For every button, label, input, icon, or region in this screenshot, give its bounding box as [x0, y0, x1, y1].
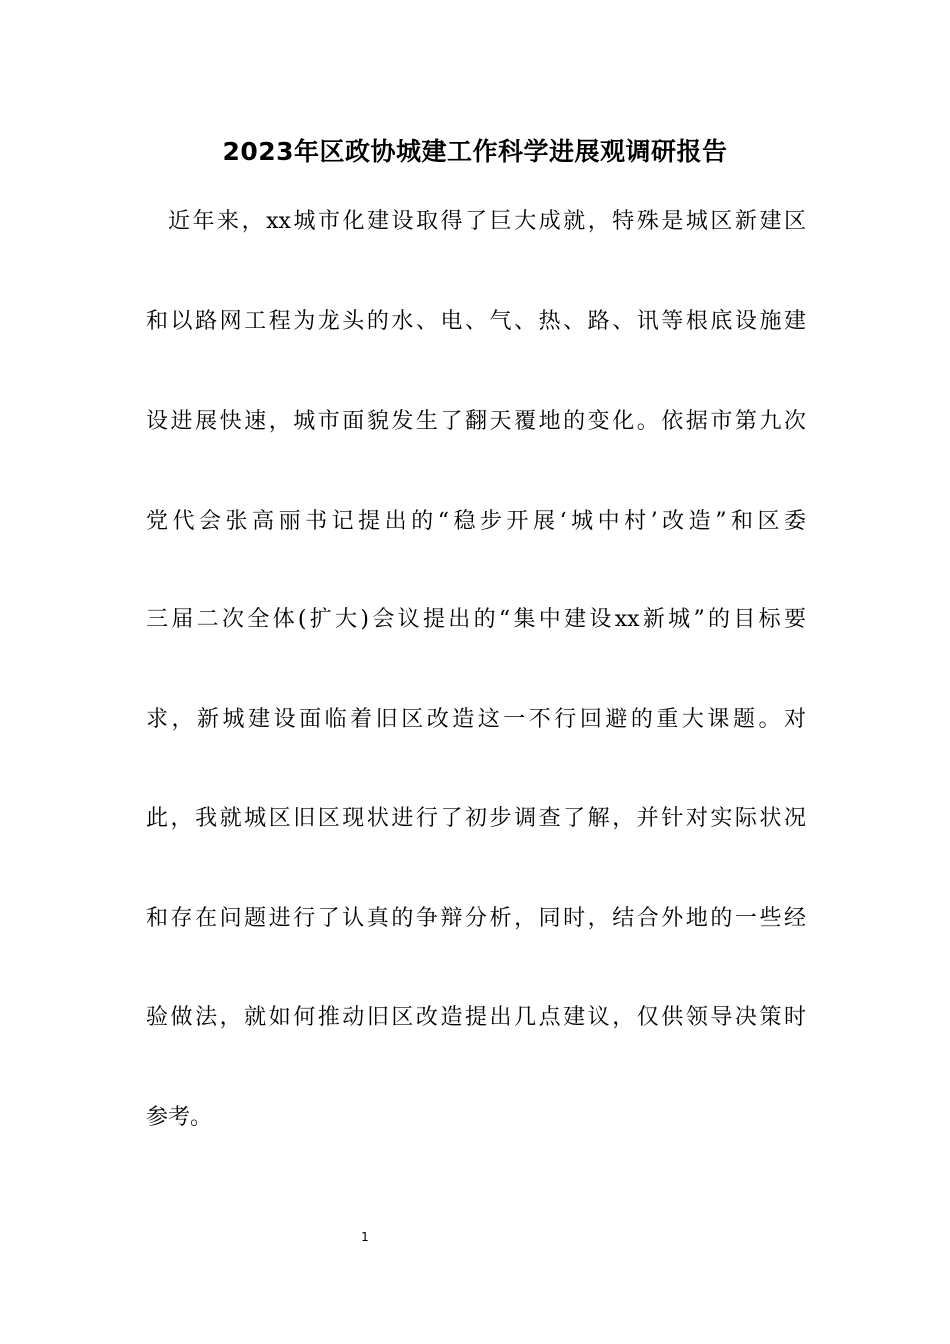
paragraph-line: 近年来，xx城市化建设取得了巨大成就，特殊是城区新建区 [168, 209, 806, 234]
paragraph-line: 此，我就城区旧区现状进行了初步调查了解，并针对实际状况 [146, 806, 806, 831]
paragraph-line: 验做法，就如何推动旧区改造提出几点建议，仅供领导决策时 [146, 1005, 806, 1030]
paragraph-line: 和存在问题进行了认真的争辩分析，同时，结合外地的一些经 [146, 906, 806, 931]
paragraph-line: 和以路网工程为龙头的水、电、气、热、路、讯等根底设施建 [146, 309, 806, 334]
paragraph-line: 三届二次全体(扩大)会议提出的“集中建设xx新城”的目标要 [146, 607, 806, 632]
document-title: 2023年区政协城建工作科学进展观调研报告 [222, 137, 728, 166]
paragraph-line: 参考。 [146, 1105, 213, 1130]
page-number: 1 [361, 1230, 369, 1244]
paragraph-line: 求，新城建设面临着旧区改造这一不行回避的重大课题。对 [146, 707, 806, 732]
paragraph-line: 设进展快速，城市面貌发生了翻天覆地的变化。依据市第九次 [146, 409, 806, 434]
paragraph-line: 党代会张高丽书记提出的“稳步开展‘城中村’改造”和区委 [146, 509, 806, 534]
